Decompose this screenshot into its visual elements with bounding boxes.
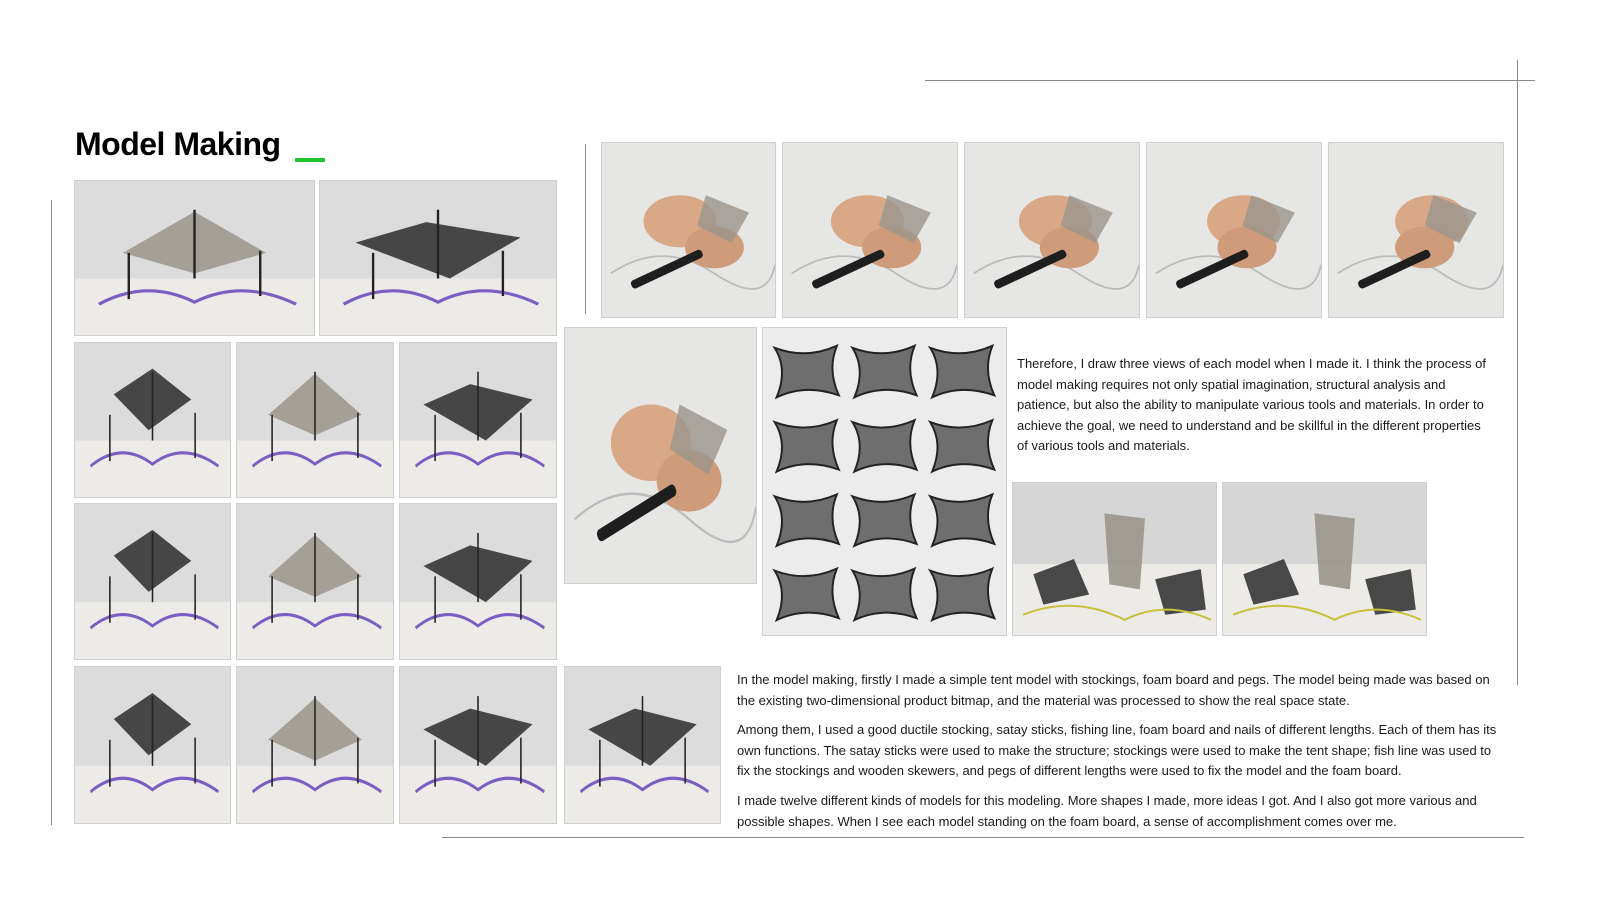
photo-tent-model-8 bbox=[399, 503, 557, 660]
photo-tent-model-10 bbox=[236, 666, 394, 824]
photo-tent-model-2 bbox=[319, 180, 557, 336]
photo-model-detail bbox=[564, 666, 721, 824]
photo-process-stocking bbox=[782, 142, 958, 318]
middle-rule bbox=[585, 144, 586, 314]
photo-assembly-closeup bbox=[564, 327, 757, 584]
photo-tent-model-6 bbox=[74, 503, 231, 660]
photo-models-top-view bbox=[762, 327, 1007, 636]
description-text bbox=[737, 670, 1507, 841]
photo-tent-model-5 bbox=[399, 342, 557, 498]
description-paragraph-1: In the model making, firstly I made a simple tent model with stockings, foam board and pegs. The model being made was based on the existing two-dimensional product bitmap, and the material was processed to show the real space state. bbox=[737, 672, 1490, 708]
reflection-paragraph: Therefore, I draw three views of each model when I made it. I think the process of model making requires not only spatial imagination, structural analysis and patience, but also the ability to manipulate various tools and materials. In order to achieve the goal, we need to understand and be skillful in the different properties of various tools and materials. bbox=[1017, 356, 1486, 454]
photo-process-fixing bbox=[964, 142, 1140, 318]
photo-tent-model-7 bbox=[236, 503, 394, 660]
photo-tent-model-9 bbox=[74, 666, 231, 824]
photo-tent-model-11 bbox=[399, 666, 557, 824]
photo-tent-model-4 bbox=[236, 342, 394, 498]
top-rule bbox=[925, 80, 1535, 81]
photo-models-group-1 bbox=[1012, 482, 1217, 636]
description-paragraph-2: Among them, I used a good ductile stocking, satay sticks, fishing line, foam board and nails of different lengths. Each of them has its own functions. The satay sticks were used to make the structure; stockings were used to make the tent shape; fish line was used to fix the stockings and wooden skewers, and pegs of different lengths were used to fix the model and the foam board. bbox=[737, 722, 1497, 779]
right-rule bbox=[1517, 60, 1518, 685]
photo-process-assembly bbox=[1328, 142, 1504, 318]
title-accent-bar bbox=[295, 158, 325, 162]
photo-tent-model-1 bbox=[74, 180, 315, 336]
photo-models-group-2 bbox=[1222, 482, 1427, 636]
description-paragraph-3: I made twelve different kinds of models for this modeling. More shapes I made, more ideas I got. And I also got more various and possible shapes. When I see each model standing on the foam board, a sense of accomplishment comes over me. bbox=[737, 792, 1477, 829]
left-rule bbox=[51, 200, 52, 825]
photo-process-cutting bbox=[601, 142, 776, 318]
photo-tent-model-3 bbox=[74, 342, 231, 498]
reflection-text bbox=[1017, 354, 1495, 466]
page-title: Model Making bbox=[75, 126, 281, 162]
photo-process-marking bbox=[1146, 142, 1322, 318]
